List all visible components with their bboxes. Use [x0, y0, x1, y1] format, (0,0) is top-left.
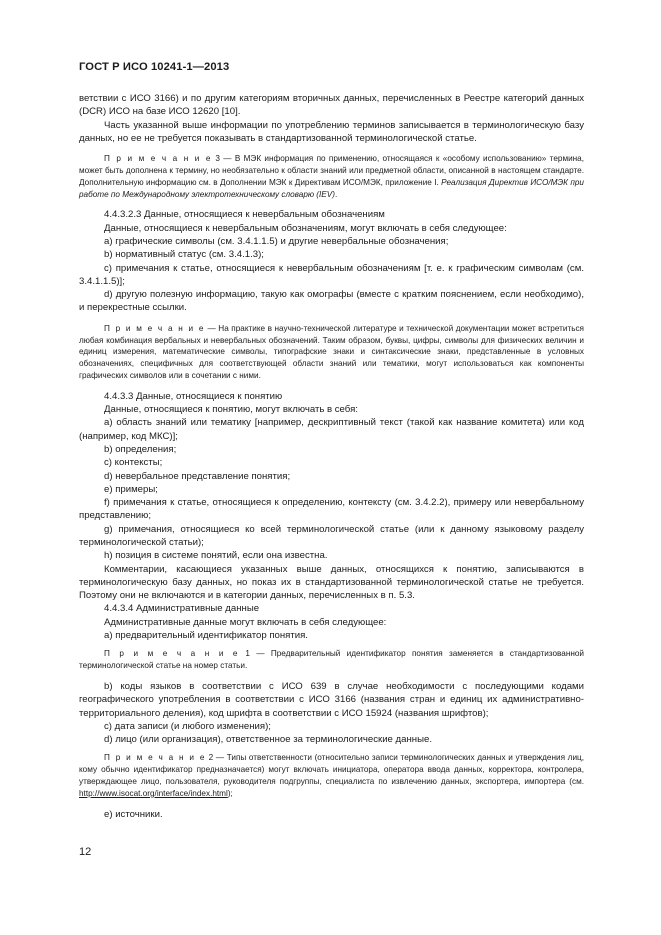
section-heading-4-4-3-3: 4.4.3.3 Данные, относящиеся к понятию	[104, 390, 283, 402]
note-2	[79, 752, 584, 799]
note-text: 3 — В МЭК информация по применению, относящаяся к «особому использованию» термина, может быть дополнена к термину, но необязательно к области знаний или предметной области, описанной в настоящем стандарте. Дополнительную информацию см. в Дополнении МЭК к Директивам ИСО/МЭК, приложение I.	[79, 154, 585, 187]
list-item: a) графические символы (см. 3.4.1.1.5) и другие невербальные обозначения;	[104, 235, 449, 247]
list-item: h) позиция в системе понятий, если она известна.	[104, 550, 328, 562]
list-item: a) предварительный идентификатор понятия.	[104, 630, 308, 642]
page-number: 12	[79, 846, 92, 858]
section-heading-4-4-3-4: 4.4.3.4 Административные данные	[104, 603, 260, 615]
list-item: b) определения;	[104, 443, 177, 455]
list-item: c) дата записи (и любого изменения);	[104, 720, 271, 732]
note-text: — На практике в научно-технической литературе и технической документации может встретиться любая комбинация вербальных и невербальных обозначений. Таким образом, буквы, цифры, символы для физических величин и единиц измерения, математические символы, типографские знаки и синтаксические знаки, представленные в условных обозначениях, специфичных для соответствующей области знаний или тематики, могут использоваться как компоненты графических символов или в сочетании с ними.	[79, 323, 584, 380]
section-intro: Административные данные могут включать в себя следующее:	[104, 616, 387, 628]
paragraph-comments: Комментарии, касающиеся указанных выше данных, относящихся к понятию, записываются в терминологическую базу данных, но показ их в стандартизованной терминологической статье не требуется. Поэтому они не включаются и в категории данных, перечисленных в п. 5.3.	[79, 563, 584, 602]
note-label: П р и м е ч а н и е	[104, 649, 240, 659]
list-item: e) примеры;	[104, 483, 158, 495]
section-intro: Данные, относящиеся к невербальным обозначениям, могут включать в себя следующее:	[104, 222, 507, 234]
note-text-end: .	[334, 189, 338, 199]
isocat-link[interactable]: http://www.isocat.org/interface/index.html	[79, 788, 228, 798]
section-heading-4-4-3-2-3: 4.4.3.2.3 Данные, относящиеся к невербальным обозначениям	[104, 209, 385, 221]
document-body	[79, 92, 584, 821]
list-item: d) другую полезную информацию, такую как омографы (вместе с кратким пояснением, если необходимо), и перекрестные ссылки.	[79, 289, 584, 314]
list-item: b) нормативный статус (см. 3.4.1.3);	[104, 249, 264, 261]
list-item: f) примечания к статье, относящиеся к определению, контексту (см. 3.4.2.2), примеру или невербальному представлению;	[79, 497, 584, 522]
paragraph-usage-info: Часть указанной выше информации по употреблению терминов записывается в терминологическую базу данных, но ее не требуется показывать в стандартизованной терминологической статье.	[79, 119, 584, 144]
note-text: 1 — Предварительный идентификатор понятия заменяется в стандартизованной терминологической статье на номер статьи.	[79, 649, 584, 671]
note-text-end: );	[227, 788, 233, 798]
note-1	[79, 648, 584, 672]
note-3	[79, 153, 584, 200]
list-item: b) коды языков в соответствии с ИСО 639 в случае необходимости с последующими кодами географического употребления в соответствии с ИСО 3166 (названия стран и единиц их административно-территориального деления), код шрифта в соответствии с ИСО 15924 (названия шрифтов);	[79, 680, 584, 719]
list-item: a) область знаний или тематику [например, дескриптивный текст (такой как название комитета) или код (например, код МКС)];	[79, 417, 584, 442]
note-text: 2 — Типы ответственности (относительно записи терминологических данных и утверждения лиц, кому обычно идентификатор предназначается) могут включать инициатора, оператора ввода данных, корректора, контролера, утверждающее лицо, пользователя, руководителя подгруппы, специалиста по извлечению данных, экспортера, импортера (см.	[79, 753, 584, 787]
list-item: g) примечания, относящиеся ко всей терминологической статье (или к данному языковому разделу терминологической статьи);	[79, 523, 584, 548]
list-item: d) невербальное представление понятия;	[104, 470, 291, 482]
section-intro: Данные, относящиеся к понятию, могут включать в себя:	[104, 404, 358, 416]
list-item: c) контексты;	[104, 457, 163, 469]
paragraph-continued: ветствии с ИСО 3166) и по другим категориям вторичных данных, перечисленных в Реестре категорий данных (DCR) ИСО на базе ИСО 12620 [10].	[79, 93, 584, 118]
page-header: ГОСТ Р ИСО 10241-1—2013	[79, 61, 230, 73]
note-label: П р и м е ч а н и е	[104, 323, 205, 333]
list-item: d) лицо (или организация), ответственное за терминологические данные.	[104, 734, 432, 746]
note-italic-text: Реализация Директив ИСО/МЭК при работе по Международному электротехническому словарю (IEV)	[79, 177, 584, 199]
note-nonverbal	[79, 323, 584, 382]
note-label: П р и м е ч а н и е	[104, 154, 213, 164]
note-label: П р и м е ч а н и е	[104, 753, 207, 763]
list-item: e) источники.	[104, 808, 163, 820]
list-item: c) примечания к статье, относящиеся к невербальным обозначениям [т. е. к графическим символам (см. 3.4.1.1.5)];	[79, 262, 584, 287]
